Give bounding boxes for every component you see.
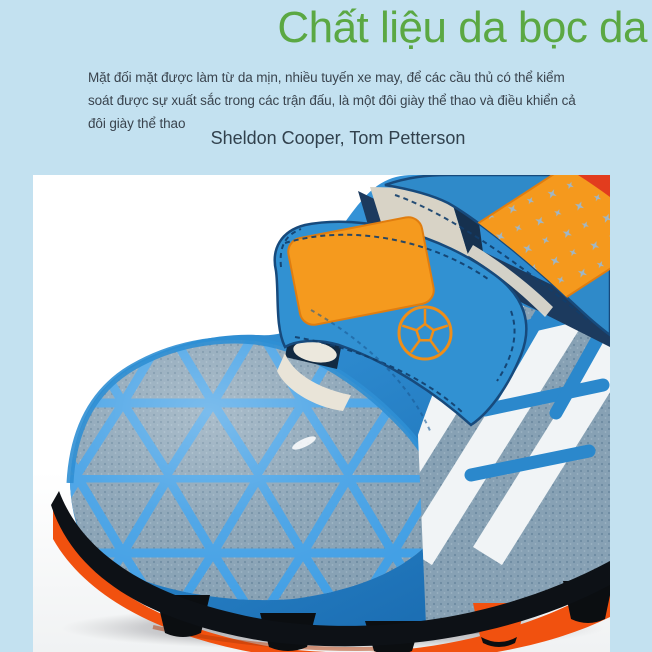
authors-line: Sheldon Cooper, Tom Petterson <box>210 128 466 148</box>
page-title: Chất liệu da bọc da <box>277 3 647 52</box>
product-photo-illustration <box>33 175 610 652</box>
product-photo <box>33 175 610 652</box>
product-description: Mặt đối mặt được làm từ da mịn, nhiều tuyến xe may, để các cầu thủ có thể kiểm soát được sự xuất sắc trong các trận đấu, là một đôi giày thể thao và điều khiển cả đôi giày thể thao <box>88 70 576 132</box>
